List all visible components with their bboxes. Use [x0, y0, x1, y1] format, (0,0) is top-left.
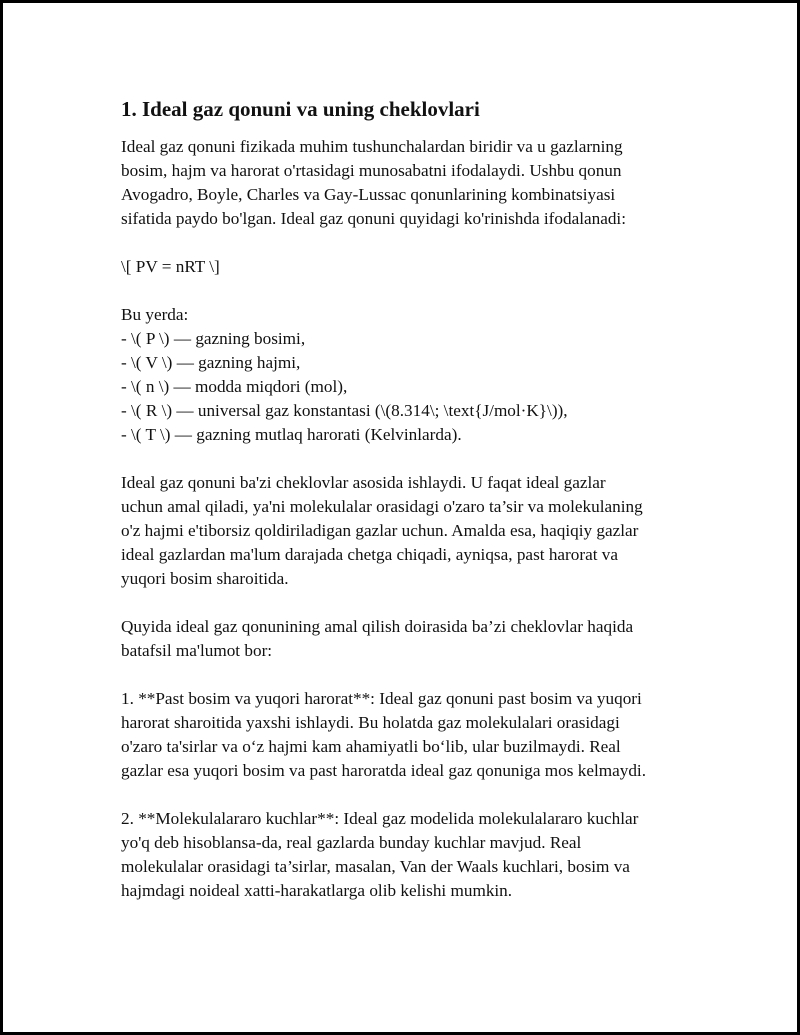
variable-item: - \( R \) — universal gaz konstantasi (\(8.314\; \text{J/mol·K}\)), — [121, 401, 568, 420]
list-item-1 — [121, 687, 691, 783]
text-line: Ideal gaz qonuni ba'zi cheklovlar asosida ishlaydi. U faqat ideal gazlar — [121, 473, 606, 492]
text-line: gazlar esa yuqori bosim va past haroratda ideal gaz qonuniga mos kelmaydi. — [121, 761, 647, 780]
text-line: hajmdagi noideal xatti-harakatlarga olib kelishi mumkin. — [121, 881, 513, 900]
variable-item: - \( P \) — gazning bosimi, — [121, 329, 306, 348]
text-line: o'z hajmi e'tiborsiz qoldiriladigan gazlar uchun. Amalda esa, haqiqiy gazlar — [121, 521, 639, 540]
section-heading: 1. Ideal gaz qonuni va uning cheklovlari — [121, 97, 480, 121]
text-line: uchun amal qiladi, ya'ni molekulalar orasidagi o'zaro ta’sir va molekulaning — [121, 497, 643, 516]
variable-item: - \( V \) — gazning hajmi, — [121, 353, 301, 372]
text-line: yo'q deb hisoblansa-da, real gazlarda bunday kuchlar mavjud. Real — [121, 833, 582, 852]
variable-item: - \( n \) — modda miqdori (mol), — [121, 377, 348, 396]
text-line: harorat sharoitida yaxshi ishlaydi. Bu holatda gaz molekulalari orasidagi — [121, 713, 620, 732]
text-line: molekulalar orasidagi ta’sirlar, masalan, Van der Waals kuchlari, bosim va — [121, 857, 630, 876]
details-intro-paragraph — [121, 615, 691, 663]
formula-line: \[ PV = nRT \] — [121, 257, 220, 276]
text-line: 1. **Past bosim va yuqori harorat**: Ideal gaz qonuni past bosim va yuqori — [121, 689, 642, 708]
variables-paragraph — [121, 303, 691, 447]
text-line: yuqori bosim sharoitida. — [121, 569, 289, 588]
text-line: bosim, hajm va harorat o'rtasidagi munosabatni ifodalaydi. Ushbu qonun — [121, 161, 622, 180]
text-line: ideal gazlardan ma'lum darajada chetga chiqadi, ayniqsa, past harorat va — [121, 545, 619, 564]
variable-item: - \( T \) — gazning mutlaq harorati (Kelvinlarda). — [121, 425, 462, 444]
text-line: 2. **Molekulalararo kuchlar**: Ideal gaz modelida molekulalararo kuchlar — [121, 809, 639, 828]
text-line: Bu yerda: — [121, 305, 189, 324]
list-item-2 — [121, 807, 691, 903]
limitations-paragraph — [121, 471, 691, 591]
text-line: o'zaro ta'sirlar va o‘z hajmi kam ahamiyatli bo‘lib, ular buzilmaydi. Real — [121, 737, 621, 756]
text-line: sifatida paydo bo'lgan. Ideal gaz qonuni quyidagi ko'rinishda ifodalanadi: — [121, 209, 626, 228]
text-line: Ideal gaz qonuni fizikada muhim tushunchalardan biridir va u gazlarning — [121, 137, 623, 156]
text-line: batafsil ma'lumot bor: — [121, 641, 273, 660]
text-line: Avogadro, Boyle, Charles va Gay-Lussac qonunlarining kombinatsiyasi — [121, 185, 616, 204]
formula-paragraph — [121, 255, 691, 279]
text-line: Quyida ideal gaz qonunining amal qilish doirasida ba’zi cheklovlar haqida — [121, 617, 634, 636]
document-body — [121, 95, 691, 927]
intro-paragraph — [121, 135, 691, 231]
